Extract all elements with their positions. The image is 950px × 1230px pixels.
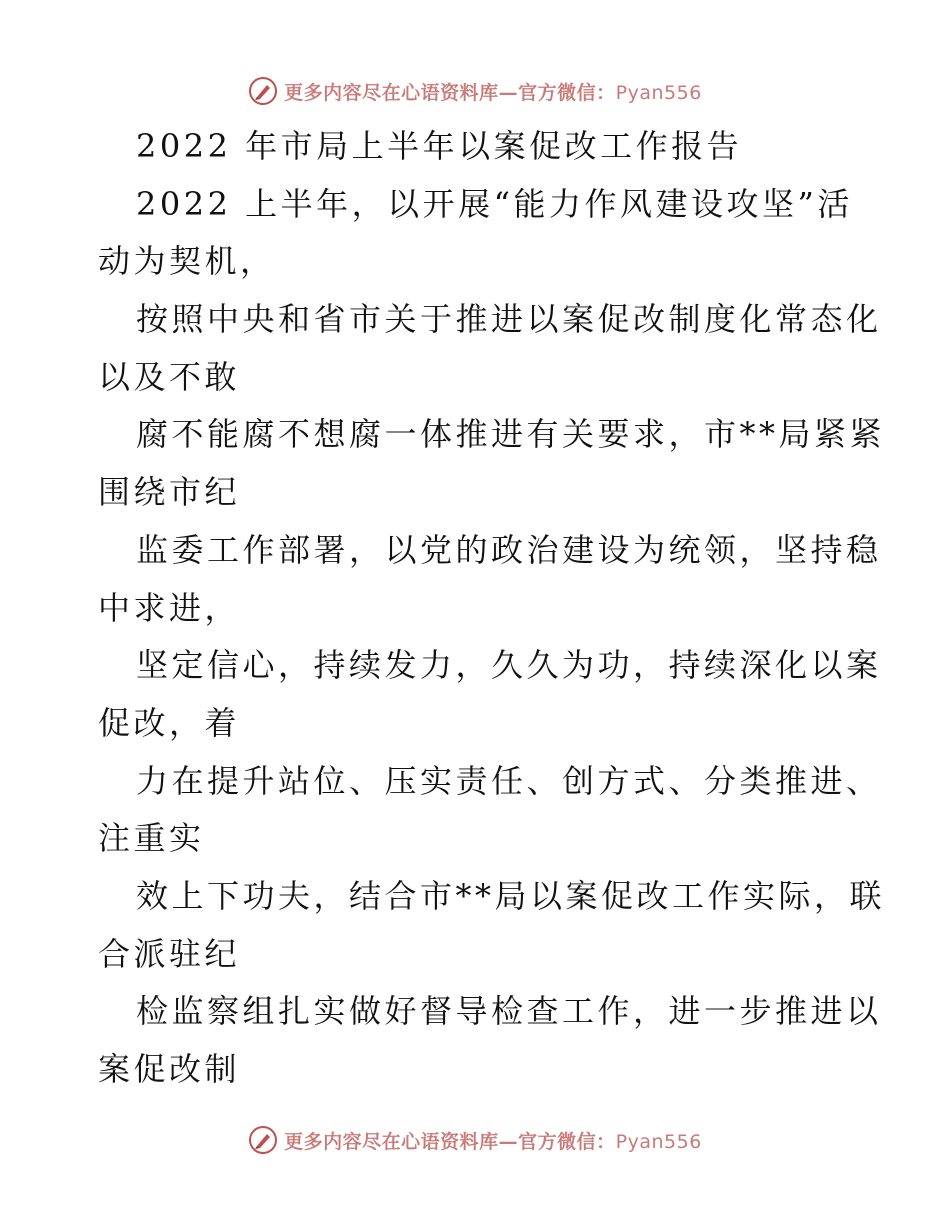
text-line: 围绕市纪 <box>98 473 241 512</box>
text-line: 2022 上半年，以开展“能力作风建设攻坚”活 <box>136 184 853 223</box>
text-line: 效上下功夫，结合市**局以案促改工作实际，联 <box>136 876 886 915</box>
text-line: 检监察组扎实做好督导检查工作，进一步推进以 <box>136 992 882 1031</box>
document-title: 2022 年市局上半年以案促改工作报告 <box>136 127 743 165</box>
watermark-handle: Pyan556 <box>615 1130 702 1153</box>
watermark-text: 更多内容尽在心语资料库—官方微信：Pyan556 <box>284 81 702 104</box>
text-line: 力在提升站位、压实责任、创方式、分类推进、 <box>136 761 882 800</box>
text-line: 合派驻纪 <box>98 934 241 973</box>
document-body <box>98 118 886 1099</box>
text-line: 按照中央和省市关于推进以案促改制度化常态化 <box>136 300 882 339</box>
text-line: 促改，着 <box>98 703 241 742</box>
text-line: 监委工作部署，以党的政治建设为统领，坚持稳 <box>136 530 882 569</box>
text-line: 腐不能腐不想腐一体推进有关要求，市**局紧紧 <box>136 415 886 454</box>
header-watermark-banner <box>0 71 950 111</box>
text-line: 案促改制 <box>98 1050 241 1088</box>
pen-nib-logo-icon <box>248 1125 278 1155</box>
text-line: 中求进， <box>98 588 241 627</box>
text-line: 注重实 <box>98 819 205 858</box>
pen-nib-logo-icon <box>248 76 278 106</box>
text-line: 坚定信心，持续发力，久久为功，持续深化以案 <box>136 646 882 685</box>
text-line: 动为契机， <box>98 242 276 281</box>
watermark-text: 更多内容尽在心语资料库—官方微信：Pyan556 <box>284 1130 702 1153</box>
watermark-handle: Pyan556 <box>615 81 702 104</box>
text-line: 以及不敢 <box>98 357 241 396</box>
footer-watermark-banner <box>0 1120 950 1160</box>
